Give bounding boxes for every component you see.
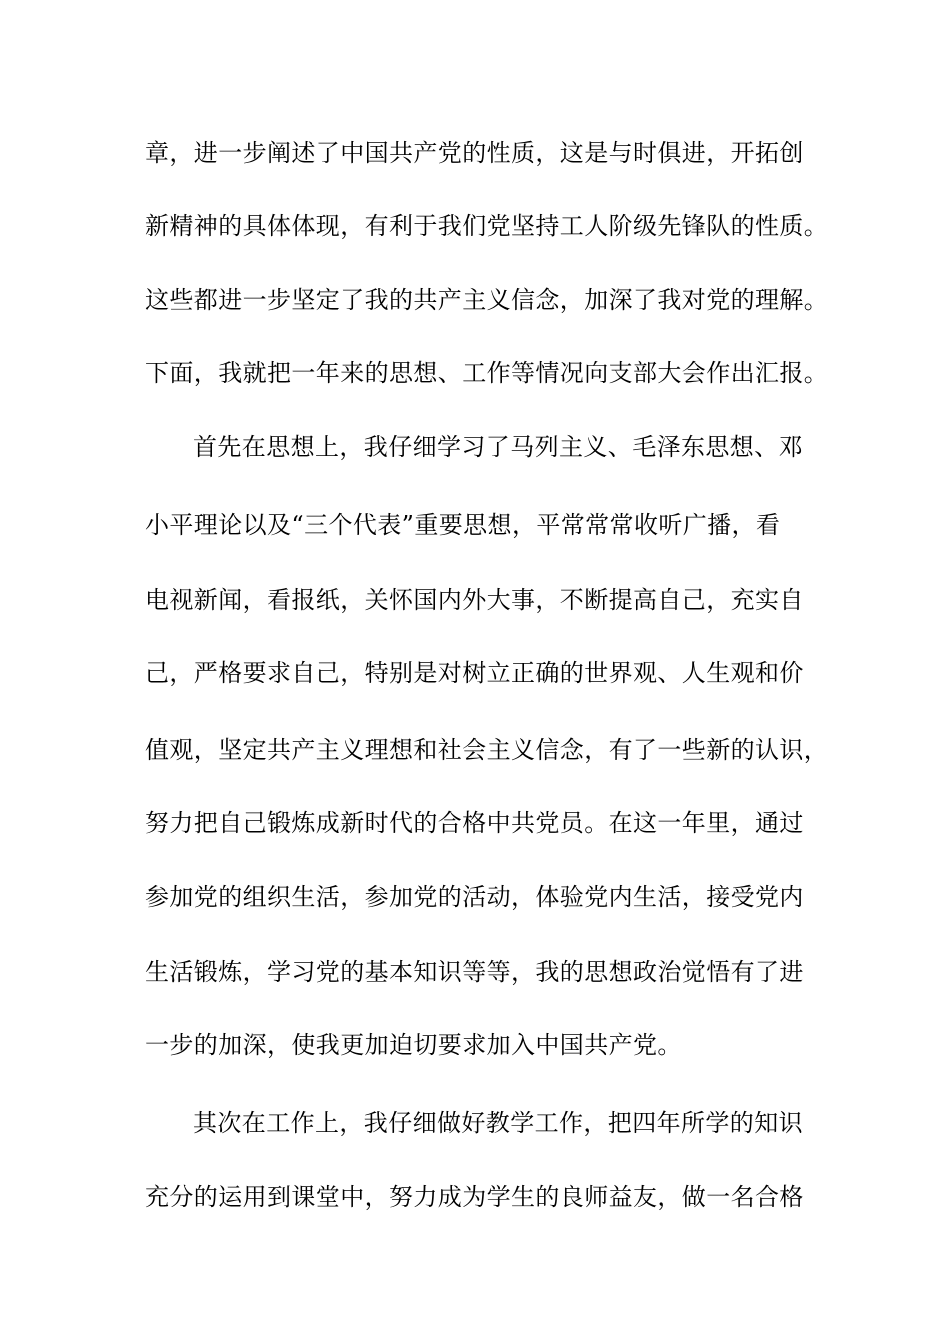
text-line: 己，严格要求自己，特别是对树立正确的世界观、人生观和价 xyxy=(145,659,804,687)
text-line: 一步的加深，使我更加迫切要求加入中国共产党。 xyxy=(145,1031,682,1059)
text-line: 小平理论以及“三个代表”重要思想，平常常常收听广播，看 xyxy=(145,511,781,539)
text-line: 电视新闻，看报纸，关怀国内外大事，不断提高自己，充实自 xyxy=(145,586,804,614)
text-line: 章，进一步阐述了中国共产党的性质，这是与时俱进，开拓创 xyxy=(145,139,804,167)
text-line: 参加党的组织生活，参加党的活动，体验党内生活，接受党内 xyxy=(145,883,804,911)
text-line: 生活锻炼，学习党的基本知识等等，我的思想政治觉悟有了进 xyxy=(145,958,804,986)
paragraph-first-line: 首先在思想上，我仔细学习了马列主义、毛泽东思想、邓 xyxy=(193,433,803,461)
text-line: 下面，我就把一年来的思想、工作等情况向支部大会作出汇报。 xyxy=(145,359,829,387)
text-line: 充分的运用到课堂中，努力成为学生的良师益友，做一名合格 xyxy=(145,1183,804,1211)
paragraph-first-line: 其次在工作上，我仔细做好教学工作，把四年所学的知识 xyxy=(193,1109,803,1137)
text-line: 值观，坚定共产主义理想和社会主义信念，有了一些新的认识， xyxy=(145,736,829,764)
text-line: 新精神的具体体现，有利于我们党坚持工人阶级先锋队的性质。 xyxy=(145,212,829,240)
text-line: 努力把自己锻炼成新时代的合格中共党员。在这一年里，通过 xyxy=(145,809,804,837)
text-line: 这些都进一步坚定了我的共产主义信念，加深了我对党的理解。 xyxy=(145,286,829,314)
